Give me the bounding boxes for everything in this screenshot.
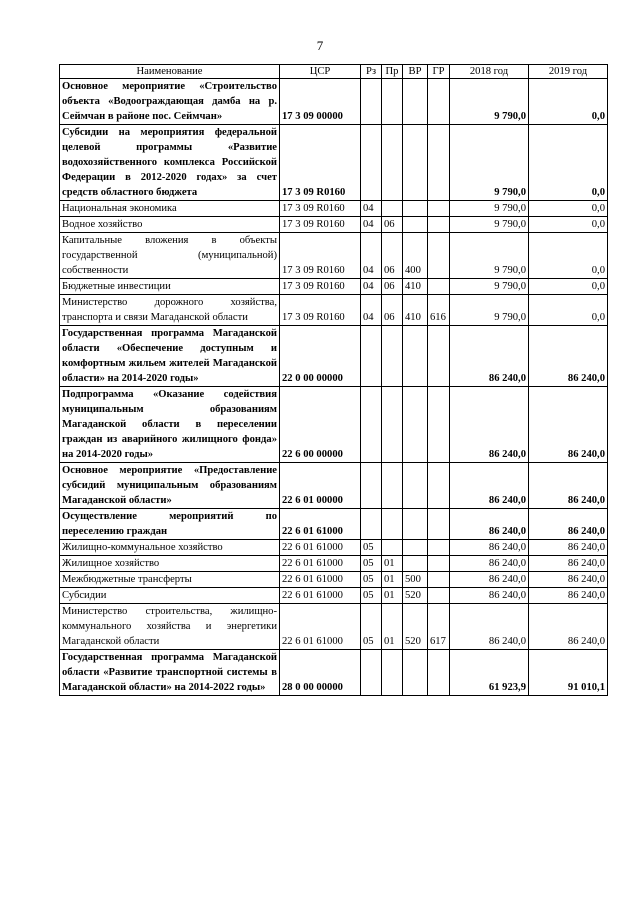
cell-gr	[428, 217, 450, 233]
cell-2018: 9 790,0	[450, 125, 529, 201]
cell-csr: 22 0 00 00000	[280, 326, 361, 387]
cell-2018: 86 240,0	[450, 572, 529, 588]
table-row	[60, 387, 608, 463]
cell-csr: 22 6 00 00000	[280, 387, 361, 463]
cell-rz: 04	[361, 279, 382, 295]
cell-vr: 410	[403, 295, 428, 326]
cell-2019: 0,0	[529, 125, 608, 201]
table-row	[60, 604, 608, 650]
cell-2018: 9 790,0	[450, 279, 529, 295]
cell-2019: 86 240,0	[529, 540, 608, 556]
cell-2019: 0,0	[529, 233, 608, 279]
cell-csr: 22 6 01 61000	[280, 604, 361, 650]
cell-2019: 0,0	[529, 201, 608, 217]
cell-rz: 05	[361, 540, 382, 556]
cell-name: Бюджетные инвестиции	[60, 279, 280, 295]
cell-vr	[403, 463, 428, 509]
cell-name: Основное мероприятие «Предоставление субсидий муниципальным образованиям Магаданской области»	[60, 463, 280, 509]
cell-rz: 04	[361, 233, 382, 279]
cell-csr: 22 6 01 61000	[280, 556, 361, 572]
cell-name: Водное хозяйство	[60, 217, 280, 233]
cell-2018: 9 790,0	[450, 79, 529, 125]
cell-pr: 06	[382, 295, 403, 326]
cell-gr: 616	[428, 295, 450, 326]
cell-2018: 86 240,0	[450, 604, 529, 650]
cell-2019: 86 240,0	[529, 604, 608, 650]
table-row	[60, 279, 608, 295]
cell-name: Субсидии на мероприятия федеральной целевой программы «Развитие водохозяйственного комплекса Российской Федерации в 2012-2020 годах» за счет средств областного бюджета	[60, 125, 280, 201]
cell-name: Межбюджетные трансферты	[60, 572, 280, 588]
cell-csr: 28 0 00 00000	[280, 650, 361, 696]
cell-gr	[428, 463, 450, 509]
cell-gr: 617	[428, 604, 450, 650]
table-row	[60, 125, 608, 201]
cell-2018: 61 923,9	[450, 650, 529, 696]
cell-gr	[428, 201, 450, 217]
table-row	[60, 540, 608, 556]
header-pr: Пр	[382, 65, 403, 79]
table-header-row	[60, 65, 608, 79]
cell-csr: 22 6 01 61000	[280, 572, 361, 588]
cell-gr	[428, 509, 450, 540]
cell-csr: 22 6 01 61000	[280, 540, 361, 556]
cell-vr	[403, 217, 428, 233]
cell-2019: 0,0	[529, 279, 608, 295]
cell-name: Министерство строительства, жилищно-коммунального хозяйства и энергетики Магаданской области	[60, 604, 280, 650]
cell-2019: 86 240,0	[529, 572, 608, 588]
cell-2019: 86 240,0	[529, 326, 608, 387]
cell-2019: 0,0	[529, 79, 608, 125]
cell-pr	[382, 387, 403, 463]
cell-name: Основное мероприятие «Строительство объекта «Водоограждающая дамба на р. Сеймчан в районе пос. Сеймчан»	[60, 79, 280, 125]
cell-vr	[403, 387, 428, 463]
cell-csr: 22 6 01 61000	[280, 509, 361, 540]
cell-pr: 01	[382, 556, 403, 572]
cell-csr: 22 6 01 61000	[280, 588, 361, 604]
cell-2018: 86 240,0	[450, 326, 529, 387]
cell-gr	[428, 387, 450, 463]
cell-csr: 17 3 09 00000	[280, 79, 361, 125]
header-rz: Рз	[361, 65, 382, 79]
cell-pr: 06	[382, 233, 403, 279]
cell-name: Осуществление мероприятий по переселению граждан	[60, 509, 280, 540]
cell-gr	[428, 279, 450, 295]
header-name: Наименование	[60, 65, 280, 79]
cell-2019: 0,0	[529, 295, 608, 326]
cell-pr: 01	[382, 588, 403, 604]
cell-name: Государственная программа Магаданской области «Обеспечение доступным и комфортным жильем жителей Магаданской области» на 2014-2020 годы»	[60, 326, 280, 387]
table-row	[60, 572, 608, 588]
cell-rz	[361, 79, 382, 125]
header-gr: ГР	[428, 65, 450, 79]
cell-name: Подпрограмма «Оказание содействия муниципальным образованиям Магаданской области в переселении граждан из аварийного жилищного фонда» на 2014-2020 годы»	[60, 387, 280, 463]
cell-2019: 86 240,0	[529, 556, 608, 572]
cell-gr	[428, 572, 450, 588]
cell-2018: 86 240,0	[450, 387, 529, 463]
cell-rz	[361, 509, 382, 540]
cell-vr	[403, 540, 428, 556]
cell-vr	[403, 125, 428, 201]
cell-csr: 17 3 09 R0160	[280, 125, 361, 201]
cell-pr: 01	[382, 604, 403, 650]
cell-2018: 9 790,0	[450, 217, 529, 233]
cell-2019: 91 010,1	[529, 650, 608, 696]
cell-gr	[428, 233, 450, 279]
cell-pr: 06	[382, 279, 403, 295]
cell-csr: 17 3 09 R0160	[280, 295, 361, 326]
cell-rz	[361, 387, 382, 463]
cell-2019: 86 240,0	[529, 387, 608, 463]
cell-2018: 9 790,0	[450, 201, 529, 217]
cell-vr: 400	[403, 233, 428, 279]
header-2018: 2018 год	[450, 65, 529, 79]
cell-vr	[403, 201, 428, 217]
page-number: 7	[316, 38, 324, 53]
cell-2018: 9 790,0	[450, 233, 529, 279]
cell-rz: 05	[361, 556, 382, 572]
cell-pr: 06	[382, 217, 403, 233]
cell-csr: 17 3 09 R0160	[280, 233, 361, 279]
cell-vr: 500	[403, 572, 428, 588]
cell-rz: 05	[361, 572, 382, 588]
cell-pr	[382, 79, 403, 125]
table-row	[60, 201, 608, 217]
cell-rz	[361, 125, 382, 201]
cell-name: Жилищное хозяйство	[60, 556, 280, 572]
cell-pr	[382, 650, 403, 696]
table-body	[60, 79, 608, 696]
cell-vr: 520	[403, 604, 428, 650]
cell-csr: 17 3 09 R0160	[280, 201, 361, 217]
table-row	[60, 295, 608, 326]
table-row	[60, 509, 608, 540]
header-2019: 2019 год	[529, 65, 608, 79]
cell-pr	[382, 125, 403, 201]
cell-2018: 86 240,0	[450, 540, 529, 556]
table-row	[60, 650, 608, 696]
table-row	[60, 556, 608, 572]
cell-2018: 9 790,0	[450, 295, 529, 326]
header-vr: ВР	[403, 65, 428, 79]
cell-gr	[428, 650, 450, 696]
cell-name: Государственная программа Магаданской области «Развитие транспортной системы в Магаданской области» на 2014-2022 годы»	[60, 650, 280, 696]
cell-rz	[361, 650, 382, 696]
cell-gr	[428, 79, 450, 125]
cell-2018: 86 240,0	[450, 556, 529, 572]
cell-2019: 86 240,0	[529, 463, 608, 509]
cell-vr	[403, 650, 428, 696]
cell-2018: 86 240,0	[450, 588, 529, 604]
cell-rz	[361, 463, 382, 509]
cell-rz	[361, 326, 382, 387]
table-row	[60, 588, 608, 604]
cell-name: Национальная экономика	[60, 201, 280, 217]
cell-2018: 86 240,0	[450, 509, 529, 540]
table-row	[60, 233, 608, 279]
cell-pr	[382, 201, 403, 217]
cell-pr	[382, 463, 403, 509]
cell-vr	[403, 79, 428, 125]
table-row	[60, 79, 608, 125]
cell-vr	[403, 326, 428, 387]
cell-gr	[428, 588, 450, 604]
cell-pr	[382, 509, 403, 540]
cell-csr: 17 3 09 R0160	[280, 217, 361, 233]
cell-2019: 86 240,0	[529, 588, 608, 604]
table-row	[60, 326, 608, 387]
cell-2019: 0,0	[529, 217, 608, 233]
cell-rz: 05	[361, 588, 382, 604]
cell-gr	[428, 125, 450, 201]
cell-rz: 04	[361, 217, 382, 233]
cell-vr: 410	[403, 279, 428, 295]
cell-gr	[428, 326, 450, 387]
header-csr: ЦСР	[280, 65, 361, 79]
cell-csr: 17 3 09 R0160	[280, 279, 361, 295]
cell-2018: 86 240,0	[450, 463, 529, 509]
cell-csr: 22 6 01 00000	[280, 463, 361, 509]
cell-rz: 05	[361, 604, 382, 650]
cell-rz: 04	[361, 201, 382, 217]
cell-pr	[382, 326, 403, 387]
table-row	[60, 463, 608, 509]
cell-vr	[403, 509, 428, 540]
table-row	[60, 217, 608, 233]
cell-gr	[428, 540, 450, 556]
cell-2019: 86 240,0	[529, 509, 608, 540]
cell-pr: 01	[382, 572, 403, 588]
cell-rz: 04	[361, 295, 382, 326]
budget-table	[59, 64, 608, 696]
cell-name: Капитальные вложения в объекты государственной (муниципальной) собственности	[60, 233, 280, 279]
cell-vr	[403, 556, 428, 572]
cell-name: Министерство дорожного хозяйства, транспорта и связи Магаданской области	[60, 295, 280, 326]
cell-name: Жилищно-коммунальное хозяйство	[60, 540, 280, 556]
cell-pr	[382, 540, 403, 556]
cell-gr	[428, 556, 450, 572]
cell-vr: 520	[403, 588, 428, 604]
cell-name: Субсидии	[60, 588, 280, 604]
